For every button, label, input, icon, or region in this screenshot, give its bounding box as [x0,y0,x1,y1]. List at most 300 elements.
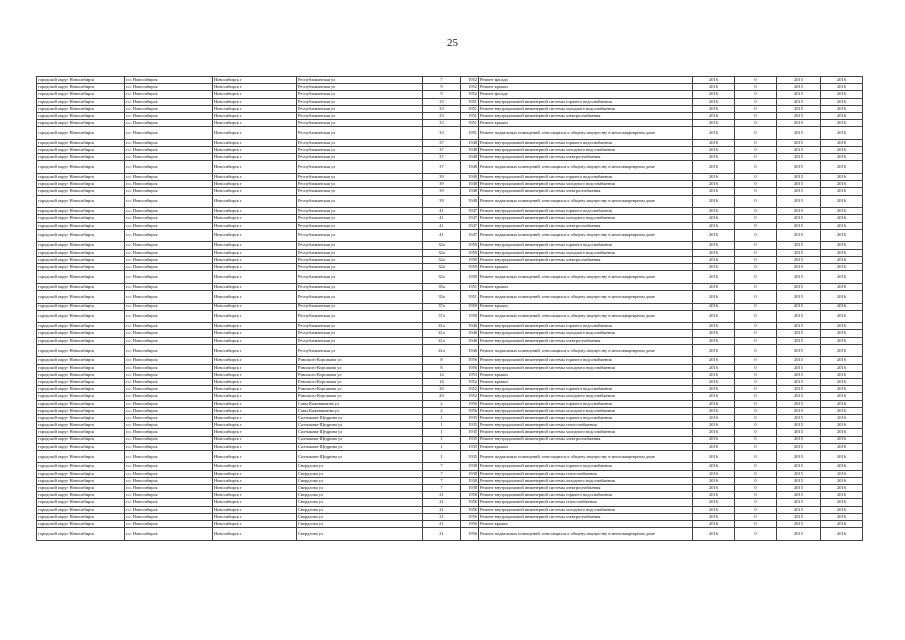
locality-cell: Новосибирск г [213,208,297,215]
plan-start-cell: 2015 [777,242,821,249]
plan-start-cell: 2015 [777,271,821,284]
street-cell: Римского-Корсакова ул [297,393,423,400]
house-number-cell: 41а [423,323,461,330]
work-type-cell: Ремонт крыши [479,283,693,290]
deadline-year-cell: 2016 [693,330,735,337]
work-type-cell: Ремонт внутридомовой инженерной системы горячего водоснабжения [479,463,693,470]
cost-cell: 0 [735,371,777,378]
deadline-year-cell: 2016 [693,470,735,477]
plan-end-cell: 2016 [821,195,863,208]
year-built-cell: 1948 [461,147,479,154]
street-cell: Республиканская ул [297,188,423,195]
plan-start-cell: 2015 [777,520,821,527]
plan-end-cell: 2016 [821,263,863,270]
municipality-cell: городской округ Новосибирск [37,422,125,429]
municipality-cell: городской округ Новосибирск [37,127,125,140]
cost-cell: 0 [735,422,777,429]
locality-cell: Новосибирск г [213,310,297,323]
year-built-cell: 1948 [461,174,479,181]
house-number-cell: 39 [423,195,461,208]
cost-cell: 0 [735,492,777,499]
municipality-cell: городской округ Новосибирск [37,242,125,249]
plan-end-cell: 2016 [821,161,863,174]
street-cell: Республиканская ул [297,181,423,188]
table-row [37,499,863,506]
district-cell: г.о. Новосибирск [125,242,213,249]
house-number-cell: 2 [423,400,461,407]
plan-start-cell: 2015 [777,139,821,146]
municipality-cell: городской округ Новосибирск [37,256,125,263]
municipality-cell: городской округ Новосибирск [37,263,125,270]
year-built-cell: 1952 [461,379,479,386]
locality-cell: Новосибирск г [213,463,297,470]
table-row [37,77,863,84]
plan-start-cell: 2015 [777,379,821,386]
house-number-cell: 39 [423,181,461,188]
work-type-cell: Ремонт внутридомовой инженерной системы горячего водоснабжения [479,400,693,407]
locality-cell: Новосибирск г [213,520,297,527]
district-cell: г.о. Новосибирск [125,357,213,364]
plan-start-cell: 2015 [777,147,821,154]
house-number-cell: 21 [423,520,461,527]
municipality-cell: городской округ Новосибирск [37,91,125,98]
locality-cell: Новосибирск г [213,422,297,429]
municipality-cell: городской округ Новосибирск [37,450,125,463]
municipality-cell: городской округ Новосибирск [37,77,125,84]
street-cell: Савы Кожевникова ул [297,407,423,414]
house-number-cell: 21 [423,528,461,541]
cost-cell: 0 [735,310,777,323]
plan-end-cell: 2016 [821,422,863,429]
locality-cell: Новосибирск г [213,174,297,181]
locality-cell: Новосибирск г [213,303,297,310]
deadline-year-cell: 2016 [693,506,735,513]
house-number-cell: 37а [423,310,461,323]
plan-start-cell: 2015 [777,105,821,112]
table-row [37,208,863,215]
table-row [37,344,863,357]
locality-cell: Новосибирск г [213,528,297,541]
municipality-cell: городской округ Новосибирск [37,357,125,364]
year-built-cell: 1952 [461,393,479,400]
deadline-year-cell: 2016 [693,147,735,154]
plan-end-cell: 2016 [821,249,863,256]
locality-cell: Новосибирск г [213,215,297,222]
district-cell: г.о. Новосибирск [125,463,213,470]
cost-cell: 0 [735,120,777,127]
municipality-cell: городской округ Новосибирск [37,310,125,323]
plan-start-cell: 2015 [777,344,821,357]
house-number-cell: 33 [423,120,461,127]
district-cell: г.о. Новосибирск [125,400,213,407]
plan-start-cell: 2015 [777,485,821,492]
municipality-cell: городской округ Новосибирск [37,485,125,492]
year-built-cell: 1946 [461,323,479,330]
locality-cell: Новосибирск г [213,364,297,371]
deadline-year-cell: 2016 [693,127,735,140]
locality-cell: Новосибирск г [213,290,297,303]
street-cell: Республиканская ул [297,323,423,330]
repair-program-table [36,76,863,541]
municipality-cell: городской округ Новосибирск [37,208,125,215]
district-cell: г.о. Новосибирск [125,337,213,344]
plan-end-cell: 2016 [821,147,863,154]
table-row [37,127,863,140]
work-type-cell: Ремонт внутридомовой инженерной системы электроснабжения [479,513,693,520]
district-cell: г.о. Новосибирск [125,379,213,386]
plan-end-cell: 2016 [821,470,863,477]
house-number-cell: 32а [423,271,461,284]
district-cell: г.о. Новосибирск [125,249,213,256]
year-built-cell: 1956 [461,407,479,414]
cost-cell: 0 [735,290,777,303]
plan-start-cell: 2015 [777,422,821,429]
cost-cell: 0 [735,485,777,492]
year-built-cell: 1950 [461,249,479,256]
table-row [37,379,863,386]
cost-cell: 0 [735,242,777,249]
table-row [37,450,863,463]
plan-end-cell: 2016 [821,513,863,520]
deadline-year-cell: 2016 [693,188,735,195]
street-cell: Республиканская ул [297,84,423,91]
municipality-cell: городской округ Новосибирск [37,174,125,181]
plan-start-cell: 2015 [777,443,821,450]
plan-end-cell: 2016 [821,450,863,463]
table-row [37,215,863,222]
cost-cell: 0 [735,407,777,414]
plan-start-cell: 2015 [777,386,821,393]
plan-end-cell: 2016 [821,506,863,513]
deadline-year-cell: 2016 [693,357,735,364]
deadline-year-cell: 2016 [693,229,735,242]
deadline-year-cell: 2016 [693,181,735,188]
year-built-cell: 1938 [461,470,479,477]
locality-cell: Новосибирск г [213,429,297,436]
cost-cell: 0 [735,222,777,229]
work-type-cell: Ремонт крыши [479,520,693,527]
house-number-cell: 41 [423,222,461,229]
year-built-cell: 1938 [461,477,479,484]
locality-cell: Новосибирск г [213,181,297,188]
plan-start-cell: 2015 [777,112,821,119]
cost-cell: 0 [735,127,777,140]
deadline-year-cell: 2016 [693,84,735,91]
house-number-cell: 41 [423,229,461,242]
plan-start-cell: 2015 [777,127,821,140]
year-built-cell: 1952 [461,77,479,84]
work-type-cell: Ремонт внутридомовой инженерной системы горячего водоснабжения [479,98,693,105]
table-row [37,477,863,484]
year-built-cell: 1948 [461,139,479,146]
work-type-cell: Ремонт подвальных помещений, относящихся к общему имуществу в многоквартирном доме [479,161,693,174]
cost-cell: 0 [735,330,777,337]
table-row [37,271,863,284]
deadline-year-cell: 2016 [693,161,735,174]
table-row [37,112,863,119]
locality-cell: Новосибирск г [213,112,297,119]
deadline-year-cell: 2016 [693,443,735,450]
street-cell: Салтыкова-Щедрина ул [297,422,423,429]
plan-start-cell: 2015 [777,249,821,256]
deadline-year-cell: 2016 [693,436,735,443]
street-cell: Республиканская ул [297,105,423,112]
house-number-cell: 32а [423,249,461,256]
work-type-cell: Ремонт внутридомовой инженерной системы холодного водоснабжения [479,364,693,371]
street-cell: Римского-Корсакова ул [297,386,423,393]
house-number-cell: 37а [423,303,461,310]
municipality-cell: городской округ Новосибирск [37,139,125,146]
house-number-cell: 39 [423,188,461,195]
table-row [37,290,863,303]
locality-cell: Новосибирск г [213,263,297,270]
year-built-cell: 1956 [461,528,479,541]
street-cell: Свердлова ул [297,492,423,499]
house-number-cell: 32а [423,242,461,249]
locality-cell: Новосибирск г [213,470,297,477]
municipality-cell: городской округ Новосибирск [37,386,125,393]
locality-cell: Новосибирск г [213,436,297,443]
deadline-year-cell: 2016 [693,499,735,506]
locality-cell: Новосибирск г [213,105,297,112]
deadline-year-cell: 2016 [693,344,735,357]
year-built-cell: 1935 [461,443,479,450]
plan-end-cell: 2016 [821,414,863,421]
plan-start-cell: 2015 [777,310,821,323]
municipality-cell: городской округ Новосибирск [37,344,125,357]
plan-end-cell: 2016 [821,208,863,215]
locality-cell: Новосибирск г [213,249,297,256]
plan-end-cell: 2016 [821,139,863,146]
deadline-year-cell: 2016 [693,379,735,386]
locality-cell: Новосибирск г [213,323,297,330]
year-built-cell: 1947 [461,215,479,222]
house-number-cell: 21 [423,506,461,513]
plan-start-cell: 2015 [777,161,821,174]
work-type-cell: Ремонт внутридомовой инженерной системы электроснабжения [479,222,693,229]
municipality-cell: городской округ Новосибирск [37,528,125,541]
cost-cell: 0 [735,450,777,463]
cost-cell: 0 [735,174,777,181]
district-cell: г.о. Новосибирск [125,195,213,208]
deadline-year-cell: 2016 [693,263,735,270]
house-number-cell: 35а [423,290,461,303]
district-cell: г.о. Новосибирск [125,188,213,195]
work-type-cell: Ремонт подвальных помещений, относящихся к общему имуществу в многоквартирном доме [479,271,693,284]
work-type-cell: Ремонт внутридомовой инженерной системы электроснабжения [479,485,693,492]
year-built-cell: 1947 [461,229,479,242]
street-cell: Республиканская ул [297,195,423,208]
plan-start-cell: 2015 [777,470,821,477]
deadline-year-cell: 2016 [693,463,735,470]
plan-end-cell: 2016 [821,436,863,443]
street-cell: Республиканская ул [297,271,423,284]
year-built-cell: 1956 [461,364,479,371]
plan-end-cell: 2016 [821,485,863,492]
municipality-cell: городской округ Новосибирск [37,513,125,520]
deadline-year-cell: 2016 [693,407,735,414]
house-number-cell: 14 [423,371,461,378]
street-cell: Республиканская ул [297,249,423,256]
plan-end-cell: 2016 [821,98,863,105]
house-number-cell: 41а [423,330,461,337]
plan-end-cell: 2016 [821,174,863,181]
house-number-cell: 37 [423,161,461,174]
year-built-cell: 1950 [461,256,479,263]
locality-cell: Новосибирск г [213,98,297,105]
deadline-year-cell: 2016 [693,492,735,499]
district-cell: г.о. Новосибирск [125,303,213,310]
deadline-year-cell: 2016 [693,393,735,400]
table-row [37,188,863,195]
house-number-cell: 37 [423,154,461,161]
cost-cell: 0 [735,91,777,98]
locality-cell: Новосибирск г [213,120,297,127]
year-built-cell: 1956 [461,400,479,407]
plan-start-cell: 2015 [777,393,821,400]
cost-cell: 0 [735,528,777,541]
street-cell: Республиканская ул [297,127,423,140]
work-type-cell: Ремонт внутридомовой инженерной системы горячего водоснабжения [479,386,693,393]
year-built-cell: 1956 [461,499,479,506]
district-cell: г.о. Новосибирск [125,407,213,414]
district-cell: г.о. Новосибирск [125,477,213,484]
cost-cell: 0 [735,463,777,470]
house-number-cell: 41а [423,344,461,357]
street-cell: Салтыкова-Щедрина ул [297,429,423,436]
table-row [37,174,863,181]
street-cell: Салтыкова-Щедрина ул [297,436,423,443]
plan-end-cell: 2016 [821,463,863,470]
locality-cell: Новосибирск г [213,477,297,484]
district-cell: г.о. Новосибирск [125,506,213,513]
cost-cell: 0 [735,105,777,112]
municipality-cell: городской округ Новосибирск [37,492,125,499]
house-number-cell: 7 [423,470,461,477]
year-built-cell: 1950 [461,263,479,270]
year-built-cell: 1951 [461,290,479,303]
work-type-cell: Ремонт внутридомовой инженерной системы холодного водоснабжения [479,506,693,513]
work-type-cell: Ремонт внутридомовой инженерной системы электроснабжения [479,256,693,263]
district-cell: г.о. Новосибирск [125,91,213,98]
district-cell: г.о. Новосибирск [125,208,213,215]
table-row [37,256,863,263]
plan-end-cell: 2016 [821,181,863,188]
municipality-cell: городской округ Новосибирск [37,436,125,443]
locality-cell: Новосибирск г [213,271,297,284]
district-cell: г.о. Новосибирск [125,174,213,181]
municipality-cell: городской округ Новосибирск [37,271,125,284]
plan-end-cell: 2016 [821,330,863,337]
table-row [37,181,863,188]
deadline-year-cell: 2016 [693,520,735,527]
house-number-cell: 37 [423,139,461,146]
deadline-year-cell: 2016 [693,91,735,98]
district-cell: г.о. Новосибирск [125,436,213,443]
deadline-year-cell: 2016 [693,528,735,541]
municipality-cell: городской округ Новосибирск [37,120,125,127]
municipality-cell: городской округ Новосибирск [37,222,125,229]
locality-cell: Новосибирск г [213,256,297,263]
district-cell: г.о. Новосибирск [125,154,213,161]
work-type-cell: Ремонт внутридомовой инженерной системы теплоснабжения [479,470,693,477]
house-number-cell: 7 [423,485,461,492]
cost-cell: 0 [735,379,777,386]
street-cell: Республиканская ул [297,337,423,344]
year-built-cell: 1951 [461,105,479,112]
deadline-year-cell: 2016 [693,98,735,105]
locality-cell: Новосибирск г [213,407,297,414]
year-built-cell: 1956 [461,492,479,499]
work-type-cell: Ремонт внутридомовой инженерной системы горячего водоснабжения [479,492,693,499]
municipality-cell: городской округ Новосибирск [37,249,125,256]
district-cell: г.о. Новосибирск [125,371,213,378]
work-type-cell: Ремонт внутридомовой инженерной системы холодного водоснабжения [479,330,693,337]
deadline-year-cell: 2016 [693,450,735,463]
municipality-cell: городской округ Новосибирск [37,229,125,242]
work-type-cell: Ремонт крыши [479,84,693,91]
year-built-cell: 1951 [461,112,479,119]
year-built-cell: 1946 [461,330,479,337]
year-built-cell: 1952 [461,386,479,393]
plan-start-cell: 2015 [777,91,821,98]
work-type-cell: Ремонт крыши [479,120,693,127]
deadline-year-cell: 2016 [693,371,735,378]
plan-end-cell: 2016 [821,188,863,195]
district-cell: г.о. Новосибирск [125,147,213,154]
street-cell: Савы Кожевникова ул [297,400,423,407]
plan-end-cell: 2016 [821,386,863,393]
street-cell: Республиканская ул [297,222,423,229]
house-number-cell: 33 [423,105,461,112]
house-number-cell: 1 [423,450,461,463]
cost-cell: 0 [735,283,777,290]
year-built-cell: 1950 [461,310,479,323]
work-type-cell: Ремонт внутридомовой инженерной системы холодного водоснабжения [479,249,693,256]
district-cell: г.о. Новосибирск [125,112,213,119]
deadline-year-cell: 2016 [693,513,735,520]
year-built-cell: 1956 [461,506,479,513]
table-row [37,330,863,337]
plan-end-cell: 2016 [821,379,863,386]
district-cell: г.о. Новосибирск [125,520,213,527]
work-type-cell: Ремонт внутридомовой инженерной системы горячего водоснабжения [479,357,693,364]
work-type-cell: Ремонт внутридомовой инженерной системы электроснабжения [479,154,693,161]
year-built-cell: 1953 [461,371,479,378]
work-type-cell: Ремонт внутридомовой инженерной системы холодного водоснабжения [479,147,693,154]
deadline-year-cell: 2016 [693,310,735,323]
table-row [37,147,863,154]
deadline-year-cell: 2016 [693,222,735,229]
table-row [37,386,863,393]
district-cell: г.о. Новосибирск [125,450,213,463]
work-type-cell: Ремонт внутридомовой инженерной системы холодного водоснабжения [479,181,693,188]
district-cell: г.о. Новосибирск [125,499,213,506]
house-number-cell: 1 [423,414,461,421]
work-type-cell: Ремонт подвальных помещений, относящихся к общему имуществу в многоквартирном доме [479,195,693,208]
cost-cell: 0 [735,195,777,208]
table-row [37,436,863,443]
plan-end-cell: 2016 [821,400,863,407]
locality-cell: Новосибирск г [213,443,297,450]
municipality-cell: городской округ Новосибирск [37,195,125,208]
street-cell: Республиканская ул [297,77,423,84]
locality-cell: Новосибирск г [213,91,297,98]
locality-cell: Новосибирск г [213,337,297,344]
street-cell: Свердлова ул [297,528,423,541]
locality-cell: Новосибирск г [213,485,297,492]
table-row [37,242,863,249]
